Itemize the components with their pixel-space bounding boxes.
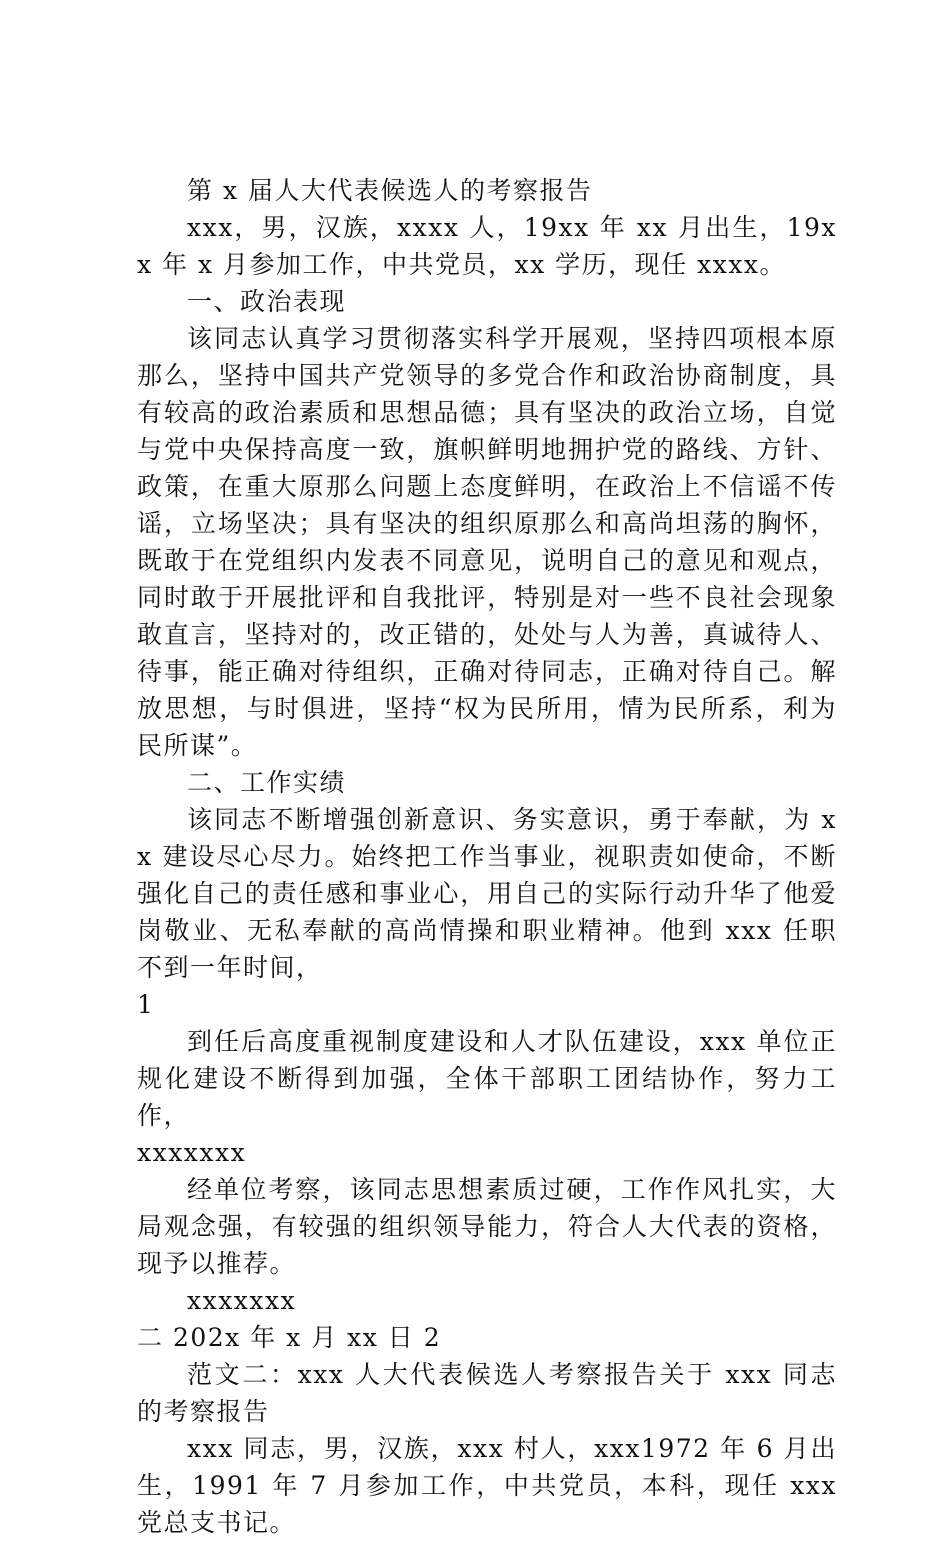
section-heading-work: 二、工作实绩 bbox=[187, 768, 347, 797]
section-body-political: 该同志认真学习贯彻落实科学开展观，坚持四项根本原那么，坚持中国共产党领导的多党合作和政治协商制度，具有较高的政治素质和思想品德；具有坚决的政治立场，自觉与党中央保持高度一致，旗帜鲜明地拥护党的路线、方针、政策，在重大原那么问题上态度鲜明，在政治上不信谣不传谣，立场坚决；具有坚决的组织原那么和高尚坦荡的胸怀，既敢于在党组织内发表不同意见，说明自己的意见和观点，同时敢于开展批评和自我批评，特别是对一些不良社会现象敢直言，坚持对的，改正错的，处处与人为善，真诚待人、待事，能正确对待组织，正确对待同志，正确对待自己。解放思想，与时俱进，坚持“权为民所用，情为民所系，利为民所谋”。 bbox=[137, 324, 837, 760]
section-body-work-continued: 到任后高度重视制度建设和人才队伍建设，xxx 单位正规化建设不断得到加强，全体干部职工团结协作，努力工作， bbox=[137, 1027, 837, 1130]
document-body bbox=[137, 172, 837, 1541]
sample2-intro: xxx 同志，男，汉族，xxx 村人，xxx1972 年 6 月出生，1991 年 7 月参加工作，中共党员，本科，现任 xxx 党总支书记。 bbox=[137, 1434, 837, 1537]
section-body-work: 该同志不断增强创新意识、务实意识，勇于奉献，为 xx 建设尽心尽力。始终把工作当事业，视职责如使命，不断强化自己的责任感和事业心，用自己的实际行动升华了他爱岗敬业、无私奉献的高尚情操和职业精神。他到 xxx 任职不到一年时间， bbox=[137, 805, 837, 982]
sample2-title: 范文二：xxx 人大代表候选人考察报告关于 xxx 同志的考察报告 bbox=[137, 1360, 837, 1426]
date-line: 二 202x 年 x 月 xx 日 2 bbox=[137, 1323, 442, 1352]
candidate-intro: xxx，男，汉族，xxxx 人，19xx 年 xx 月出生，19xx 年 x 月参加工作，中共党员，xx 学历，现任 xxxx。 bbox=[137, 213, 837, 279]
document-title: 第 x 届人大代表候选人的考察报告 bbox=[187, 176, 593, 205]
conclusion-paragraph: 经单位考察，该同志思想素质过硬，工作作风扎实，大局观念强，有较强的组织领导能力，符合人大代表的资格，现予以推荐。 bbox=[137, 1175, 837, 1278]
placeholder-text: xxxxxxx bbox=[137, 1138, 247, 1167]
signature-placeholder: xxxxxxx bbox=[187, 1286, 297, 1315]
page-number: 1 bbox=[137, 990, 155, 1019]
section-heading-political: 一、政治表现 bbox=[187, 287, 347, 316]
